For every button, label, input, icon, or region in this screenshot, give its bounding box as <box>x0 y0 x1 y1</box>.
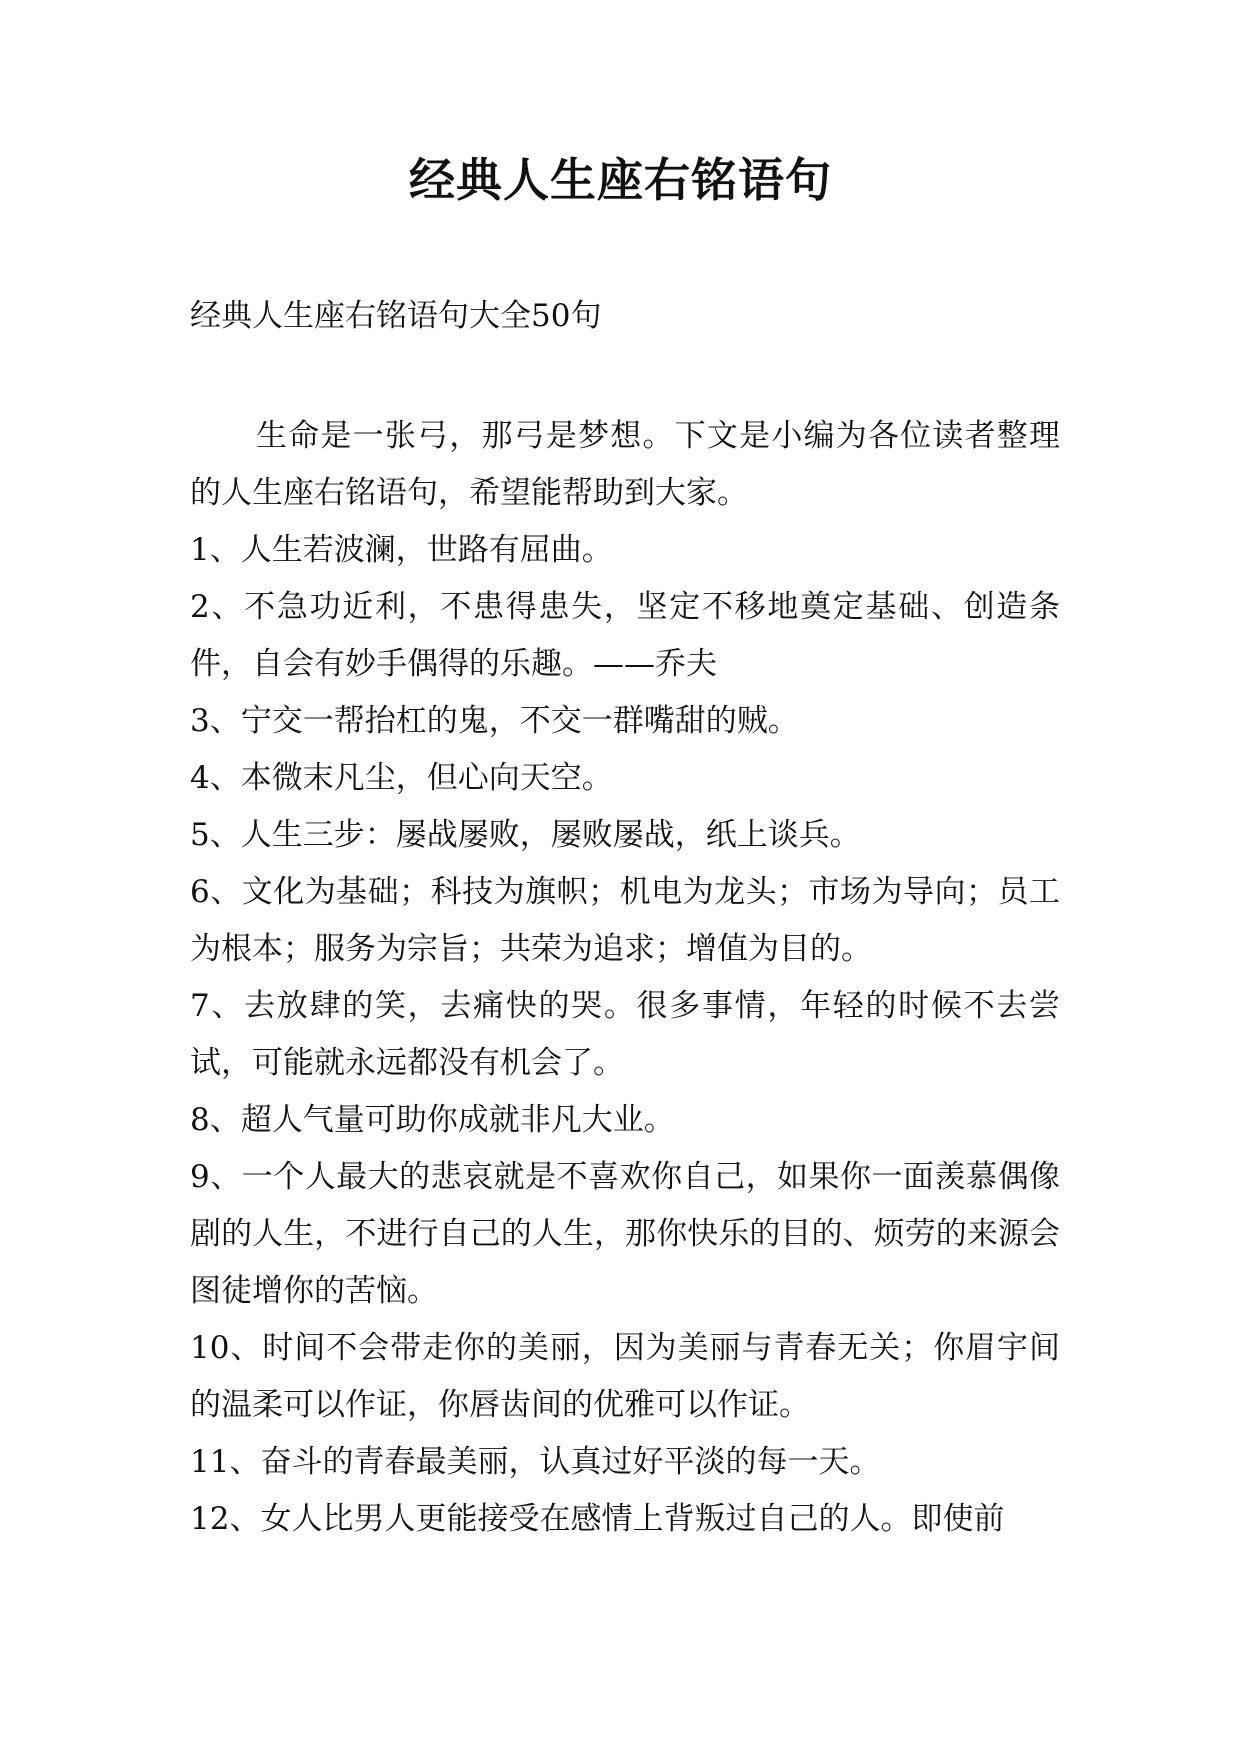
list-item: 5、人生三步：屡战屡败，屡败屡战，纸上谈兵。 <box>190 817 861 853</box>
list-item: 9、一个人最大的悲哀就是不喜欢你自己，如果你一面羡慕偶像剧的人生，不进行自己的人生，那你快乐的目的、烦劳的来源会图徒增你的苦恼。 <box>190 1159 1060 1309</box>
document-title: 经典人生座右铭语句 <box>409 153 832 207</box>
list-item: 10、时间不会带走你的美丽，因为美丽与青春无关；你眉宇间的温柔可以作证，你唇齿间的优雅可以作证。 <box>190 1330 1060 1423</box>
list-item: 4、本微末凡尘，但心向天空。 <box>190 760 613 796</box>
list-item: 7、去放肆的笑，去痛快的哭。很多事情，年轻的时候不去尝试，可能就永远都没有机会了。 <box>190 988 1060 1081</box>
document-subtitle: 经典人生座右铭语句大全50句 <box>190 298 602 334</box>
list-item: 8、超人气量可助你成就非凡大业。 <box>190 1102 675 1138</box>
list-item: 1、人生若波澜，世路有屈曲。 <box>190 532 613 568</box>
document-body <box>190 408 1060 1548</box>
list-item: 3、宁交一帮抬杠的鬼，不交一群嘴甜的贼。 <box>190 703 799 739</box>
intro-paragraph: 生命是一张弓，那弓是梦想。下文是小编为各位读者整理的人生座右铭语句，希望能帮助到大家。 <box>190 418 1060 511</box>
list-item: 11、奋斗的青春最美丽，认真过好平淡的每一天。 <box>190 1444 881 1480</box>
list-item: 6、文化为基础；科技为旗帜；机电为龙头；市场为导向；员工为根本；服务为宗旨；共荣为追求；增值为目的。 <box>190 874 1060 967</box>
list-item: 2、不急功近利，不患得患失，坚定不移地奠定基础、创造条件，自会有妙手偶得的乐趣。——乔夫 <box>190 589 1060 682</box>
list-item: 12、女人比男人更能接受在感情上背叛过自己的人。即使前 <box>190 1501 1005 1537</box>
